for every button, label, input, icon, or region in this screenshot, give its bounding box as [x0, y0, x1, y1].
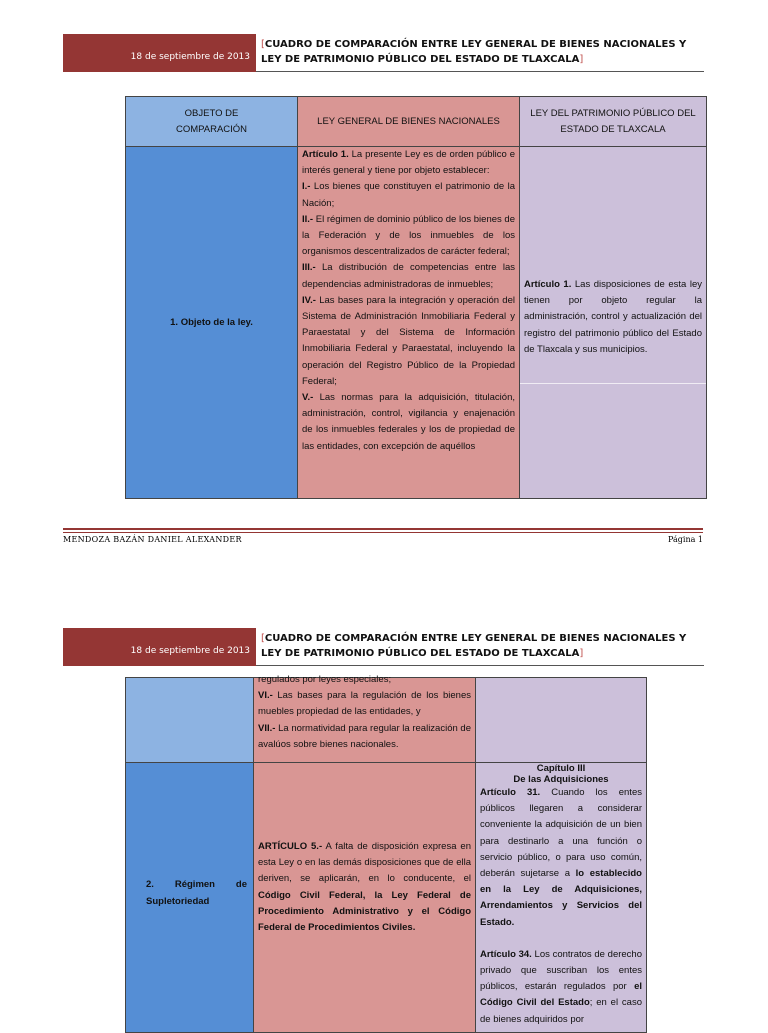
lgbn-article-text: Artículo 1. La presente Ley es de orden público e interés general y tiene por objeto establecer: I.- Los bienes que constituyen el patrimonio de la Nación; II.- El régimen de dominio público de los bienes de la Federación y de los inmuebles de los organismos descentralizados de carácter federal; III.- La distribución de competencias entre las dependencias administradoras de inmuebles; IV.- Las bases para la integración y operación del Sistema de Administración Inmobiliaria Federal y Paraestatal y del Sistema de Información Inmobiliaria Federal y Paraestatal, incluyendo la operación del Registro Público de la Propiedad Federal; V.- Las normas para la adquisición, titulación, administración, control, vigilancia y enajenación de los inmuebles federales y los de propiedad de las entidades, con excepción de aquéllos: [302, 149, 516, 452]
header-col-objeto: OBJETO DE COMPARACIÓN: [126, 97, 298, 147]
header-title: [CUADRO DE COMPARACIÓN ENTRE LEY GENERAL DE BIENES NACIONALES Y LEY DE PATRIMONIO PÚBLICO DEL ESTADO DE TLAXCALA]: [261, 633, 687, 659]
header-title: [CUADRO DE COMPARACIÓN ENTRE LEY GENERAL DE BIENES NACIONALES Y LEY DE PATRIMONIO PÚBLICO DEL ESTADO DE TLAXCALA]: [261, 39, 687, 65]
tlaxcala-cell: [476, 678, 647, 763]
footer-author: MENDOZA BAZÁN DANIEL ALEXANDER: [63, 535, 242, 544]
tlaxcala-article-text: Artículo 1. Las disposiciones de esta ley tienen por objeto regular la administración, control y actualización del registro del patrimonio público del Estado de Tlaxcala y sus municipios.: [524, 279, 702, 355]
header-col-lgbn: LEY GENERAL DE BIENES NACIONALES: [298, 97, 520, 147]
tlaxcala-art34-text: Artículo 34. Los contratos de derecho privado que suscriban los entes públicos, estarán regulados por el Código Civil del Estado; en el caso de bienes adquiridos por: [480, 948, 642, 1025]
row-label: 1. Objeto de la ley.: [170, 317, 253, 328]
page-header: [63, 628, 704, 666]
tlaxcala-cell: [476, 763, 647, 1033]
header-rule: [256, 665, 704, 666]
row-label-cell: [126, 763, 254, 1033]
lgbn-cell: [254, 674, 476, 763]
comparison-table: [125, 674, 647, 1033]
tlaxcala-art31-text: Artículo 31. Cuando los entes públicos llegaren a considerar conveniente la adquisición de un bien para destinarlo a una función o servicio público, o para uso común, deberán sujetarse a lo establecido en la Ley de Adquisiciones, Arrendamientos y Servicios del Estado.: [480, 787, 642, 928]
lgbn-cell: [254, 763, 476, 1033]
header-col-tlaxcala: LEY DEL PATRIMONIO PÚBLICO DEL ESTADO DE TLAXCALA: [520, 97, 707, 147]
row-label-cell: [126, 678, 254, 763]
lgbn-article-text: regulados por leyes especiales; VI.- Las bases para la regulación de los bienes muebles propiedad de las entidades, y VII.- La normatividad para regular la realización de avalúos sobre bienes nacionales.: [258, 674, 471, 750]
chapter-subtitle: De las Adquisiciones: [513, 774, 609, 785]
footer-page: Página 1: [667, 535, 703, 544]
lgbn-article-text: ARTÍCULO 5.- A falta de disposición expresa en esta Ley o en las demás disposiciones que de ella deriven, se aplicarán, en lo conducente, el Código Civil Federal, la Ley Federal de Procedimiento Administrativo y el Código Federal de Procedimientos Civiles.: [258, 840, 471, 933]
table-row: [126, 763, 647, 1033]
row-label: 2. Régimen de Supletoriedad: [146, 878, 247, 907]
header-date: 18 de septiembre de 2013: [63, 628, 256, 666]
chapter-title: Capítulo III: [536, 763, 586, 774]
header-date: 18 de septiembre de 2013: [63, 34, 256, 72]
table-row: [126, 678, 647, 763]
